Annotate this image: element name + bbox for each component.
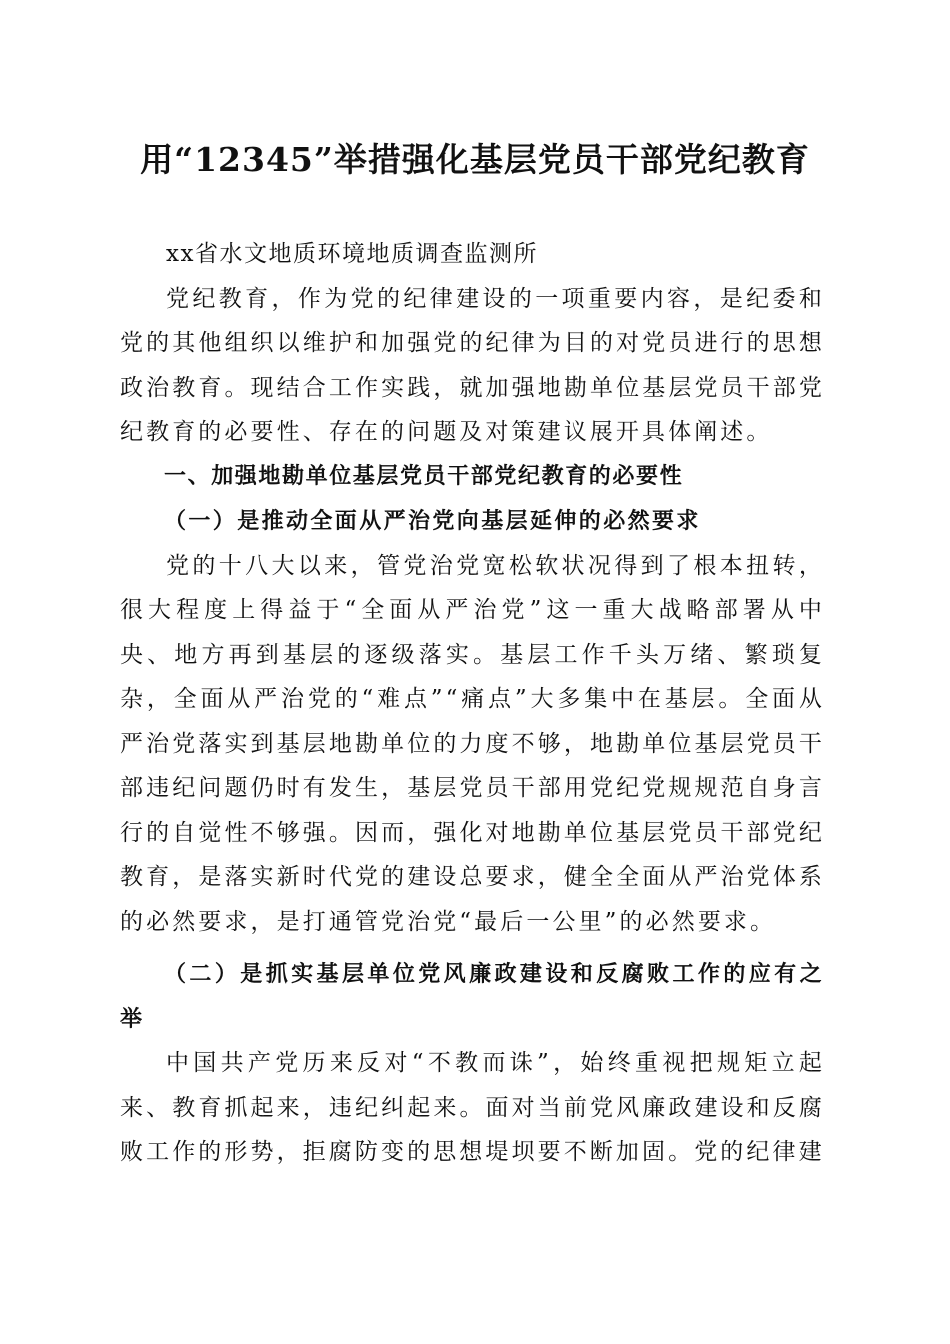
subsection-1-paragraph: 党的十八大以来，管党治党宽松软状况得到了根本扭转，很大程度上得益于“全面从严治党”这一重大战略部署从中央、地方再到基层的逐级落实。基层工作千头万绪、繁琐复杂，全面从严治党的“难点”“痛点”大多集中在基层。全面从严治党落实到基层地勘单位的力度不够，地勘单位基层党员干部违纪问题仍时有发生，基层党员干部用党纪党规规范自身言行的自觉性不够强。因而，强化对地勘单位基层党员干部党纪教育，是落实新时代党的建设总要求，健全全面从严治党体系的必然要求，是打通管党治党“最后一公里”的必然要求。	[120, 552, 825, 935]
document-title: 用“12345”举措强化基层党员干部党纪教育	[140, 140, 810, 179]
intro-paragraph: 党纪教育，作为党的纪律建设的一项重要内容，是纪委和党的其他组织以维护和加强党的纪律为目的对党员进行的思想政治教育。现结合工作实践，就加强地勘单位基层党员干部党纪教育的必要性、存在的问题及对策建议展开具体阐述。	[120, 285, 825, 445]
subsection-2-paragraph: 中国共产党历来反对“不教而诛”，始终重视把规矩立起来、教育抓起来，违纪纠起来。面对当前党风廉政建设和反腐败工作的形势，拒腐防变的思想堤坝要不断加固。党的纪律建	[120, 1050, 825, 1165]
subsection-heading-2: （二）是抓实基层单位党风廉政建设和反腐败工作的应有之举	[120, 961, 825, 1032]
author-line: xx省水文地质环境地质调查监测所	[166, 241, 538, 267]
document-body	[120, 232, 825, 1175]
subsection-heading-1: （一）是推动全面从严治党向基层延伸的必然要求	[164, 508, 701, 534]
section-heading-1: 一、加强地勘单位基层党员干部党纪教育的必要性	[164, 463, 684, 489]
